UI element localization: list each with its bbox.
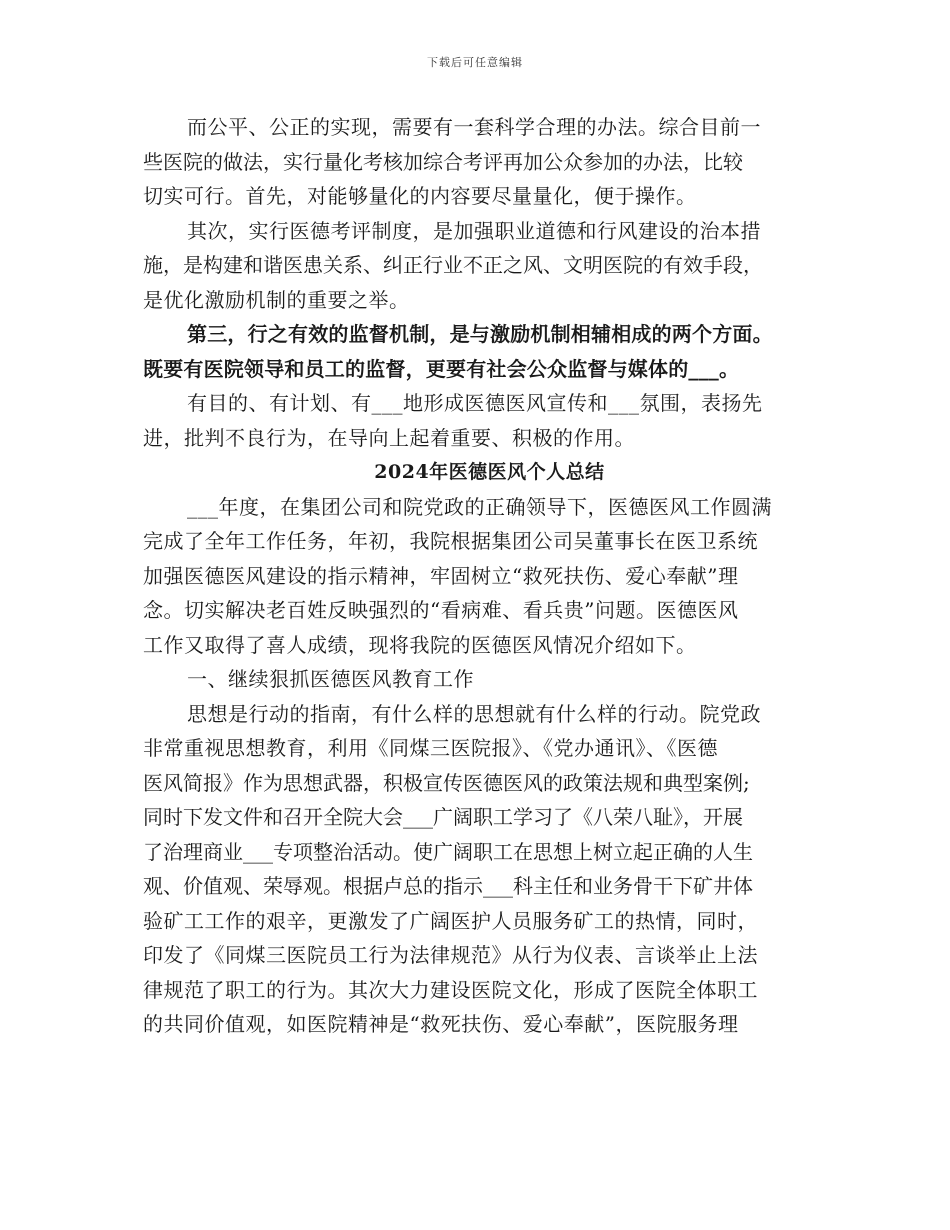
paragraph-line: ___年度，在集团公司和院党政的正确领导下，医德医风工作圆满 [187, 494, 772, 519]
paragraph-line: 的共同价值观，如医院精神是“救死扶伤、爱心奉献”，医院服务理 [143, 1012, 739, 1036]
paragraph-line: 工作又取得了喜人成绩，现将我院的医德医风情况介绍如下。 [143, 632, 697, 657]
paragraph-line: 而公平、公正的实现，需要有一套科学合理的办法。综合目前一 [187, 115, 761, 139]
paragraph-line: 是优化激励机制的重要之举。 [143, 287, 410, 312]
paragraph-line: 有目的、有计划、有___地形成医德医风宣传和___氛围，表扬先 [187, 391, 763, 415]
paragraph-line: 加强医德医风建设的指示精神，牢固树立“救死扶伤、爱心奉献”理 [143, 563, 739, 588]
paragraph-line: 医风简报》作为思想武器，积极宣传医德医风的政策法规和典型案例; [143, 770, 750, 795]
page-header: 下载后可任意编辑 [427, 56, 523, 69]
bold-paragraph-line: 既要有医院领导和员工的监督，更要有社会公众监督与媒体的___。 [143, 356, 740, 381]
paragraph-line: 同时下发文件和召开全院大会___广阔职工学习了《八荣八耻》，开展 [143, 805, 743, 829]
paragraph-line: 律规范了职工的行为。其次大力建设医院文化，形成了医院全体职工 [143, 977, 758, 1002]
paragraph-line: 施，是构建和谐医患关系、纠正行业不正之风、文明医院的有效手段， [143, 253, 763, 277]
paragraph-line: 切实可行。首先，对能够量化的内容要尽量量化，便于操作。 [143, 184, 697, 208]
subsection-heading: 一、继续狠抓医德医风教育工作 [187, 667, 474, 691]
paragraph-line: 念。切实解决老百姓反映强烈的“看病难、看兵贵”问题。医德医风 [143, 598, 739, 622]
paragraph-line: 些医院的做法，实行量化考核加综合考评再加公众参加的办法，比较 [143, 149, 743, 174]
section-title: 2024年医德医风个人总结 [374, 461, 605, 483]
paragraph-line: 其次，实行医德考评制度，是加强职业道德和行风建设的治本措 [187, 218, 761, 243]
paragraph-line: 验矿工工作的艰辛，更激发了广阔医护人员服务矿工的热情，同时， [143, 908, 758, 933]
paragraph-line: 思想是行动的指南，有什么样的思想就有什么样的行动。院党政 [187, 701, 761, 726]
document-body [143, 110, 818, 1042]
paragraph-line: 印发了《同煤三医院员工行为法律规范》从行为仪表、言谈举止上法 [143, 943, 758, 967]
paragraph-line: 进，批判不良行为，在导向上起着重要、积极的作用。 [143, 425, 635, 450]
paragraph-line: 了治理商业___专项整治活动。使广阔职工在思想上树立起正确的人生 [143, 839, 753, 864]
bold-paragraph-line: 第三，行之有效的监督机制，是与激励机制相辅相成的两个方面。 [187, 322, 773, 346]
paragraph-line: 非常重视思想教育，利用《同煤三医院报》、《党办通讯》、《医德 [143, 736, 718, 760]
paragraph-line: 完成了全年工作任务，年初，我院根据集团公司吴董事长在医卫系统 [143, 529, 758, 553]
paragraph-line: 观、价值观、荣辱观。根据卢总的指示___科主任和业务骨干下矿井体 [143, 874, 753, 898]
